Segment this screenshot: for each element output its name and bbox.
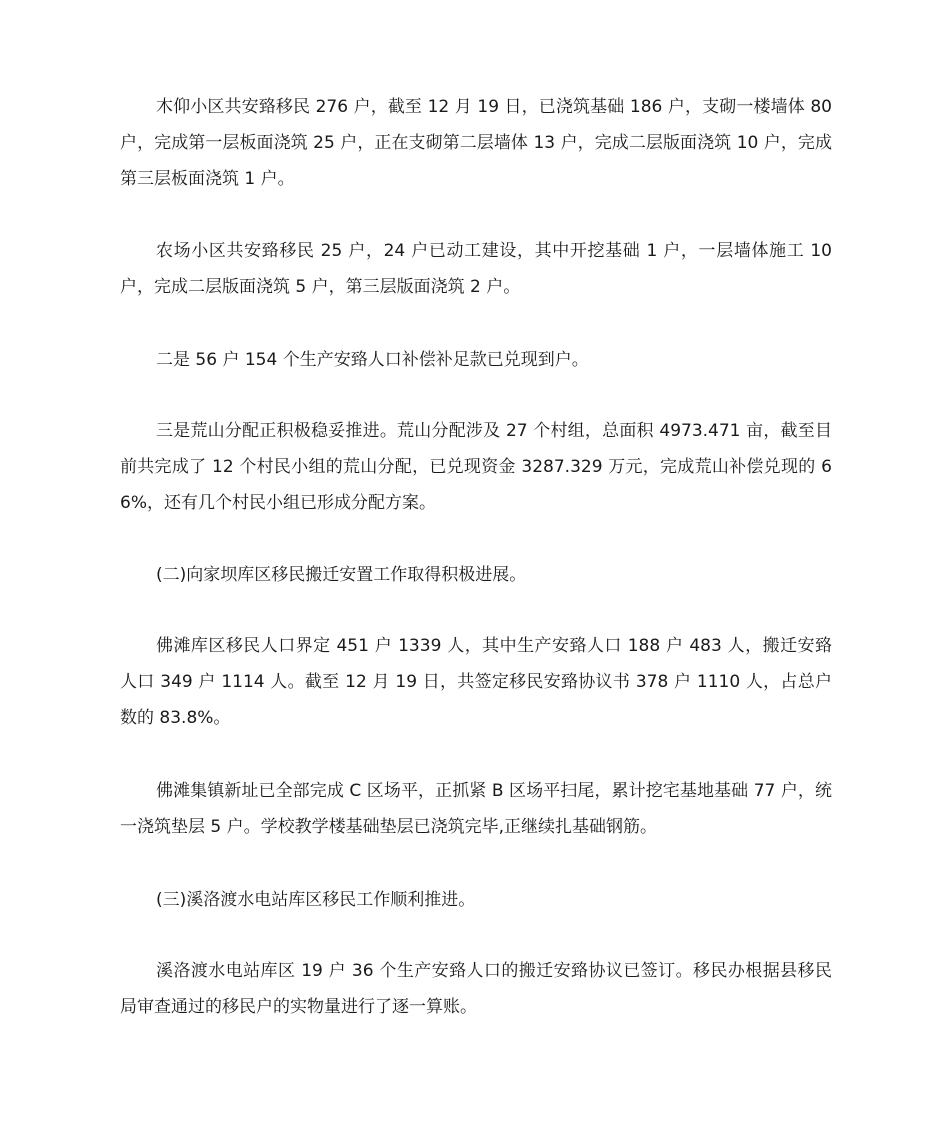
paragraph-nongchang-community: 农场小区共安臵移民 25 户，24 户已动工建设，其中开挖基础 1 户，一层墙体施工 10 户，完成二层版面浇筑 5 户，第三层版面浇筑 2 户。 — [120, 241, 832, 297]
paragraph-fotan-population: 佛滩库区移民人口界定 451 户 1339 人，其中生产安臵人口 188 户 483 人，搬迁安臵人口 349 户 1114 人。截至 12 月 19 日，共签定移民安臵协议书 378 户 1110 人，占总户数的 83.8%。 — [120, 636, 832, 728]
paragraph-fotan-town-site: 佛滩集镇新址已全部完成 C 区场平，正抓紧 B 区场平扫尾，累计挖宅基地基础 77 户，统一浇筑垫层 5 户。学校教学楼基础垫层已浇筑完毕,正继续扎基础钢筋。 — [120, 781, 832, 837]
section-heading-xiangjiaba: (二)向家坝库区移民搬迁安置工作取得积极进展。 — [156, 565, 527, 585]
paragraph-muyang-community: 木仰小区共安臵移民 276 户，截至 12 月 19 日，已浇筑基础 186 户，支砌一楼墙体 80 户，完成第一层板面浇筑 25 户，正在支砌第二层墙体 13 户，完成二层版面浇筑 10 户，完成第三层板面浇筑 1 户。 — [120, 97, 832, 189]
paragraph-compensation: 二是 56 户 154 个生产安臵人口补偿补足款已兑现到户。 — [156, 350, 589, 370]
paragraph-xiluodu-agreements: 溪洛渡水电站库区 19 户 36 个生产安臵人口的搬迁安臵协议已签订。移民办根据县移民局审查通过的移民户的实物量进行了逐一算账。 — [120, 961, 832, 1017]
section-heading-xiluodu: (三)溪洛渡水电站库区移民工作顺利推进。 — [156, 890, 476, 910]
paragraph-barren-hill-allocation: 三是荒山分配正积极稳妥推进。荒山分配涉及 27 个村组，总面积 4973.471 亩，截至目前共完成了 12 个村民小组的荒山分配，已兑现资金 3287.329 万元，完成荒山补偿兑现的 66%，还有几个村民小组已形成分配方案。 — [120, 421, 832, 513]
